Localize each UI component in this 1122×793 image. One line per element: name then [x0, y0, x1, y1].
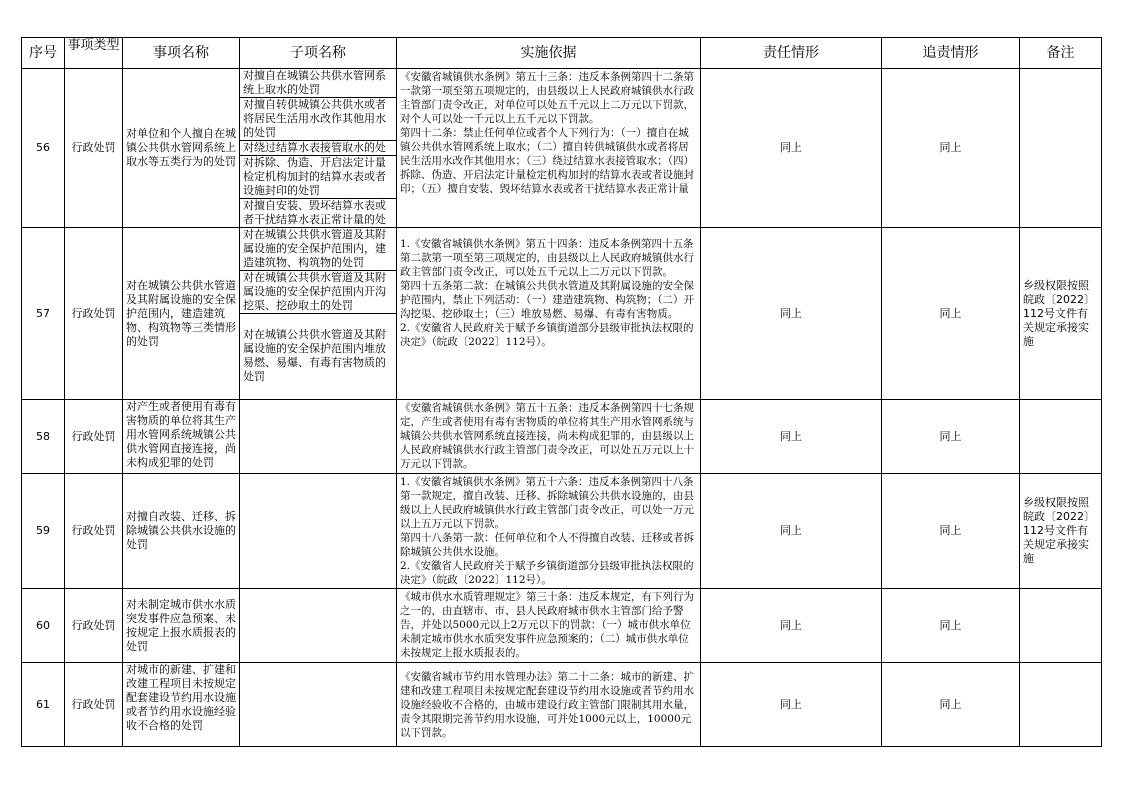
- note-text: 乡级权限按照皖政〔2022〕112号文件有关规定承接实施: [1023, 278, 1095, 348]
- matters-table: [21, 37, 1102, 747]
- cell-basis: [397, 589, 701, 663]
- cell-note: [1020, 474, 1102, 589]
- table-row: [22, 589, 1102, 663]
- sub-item: 对在城镇公共供水管道及其附属设施的安全保护范围内，建造建筑物、构筑物的处罚: [240, 228, 396, 271]
- cell-note: [1020, 69, 1102, 228]
- cell-pursue: 同上: [882, 663, 1020, 747]
- cell-basis: [397, 69, 701, 228]
- header-basis: 实施依据: [397, 38, 701, 69]
- cell-resp: 同上: [701, 69, 882, 228]
- cell-name: [123, 400, 240, 474]
- cell-type: 行政处罚: [65, 69, 123, 228]
- item-name: 对未制定城市供水水质突发事件应急预案、未按规定上报水质报表的处罚: [126, 597, 236, 653]
- cell-name: [123, 228, 240, 400]
- header-type-label: 事项类型: [67, 38, 120, 53]
- header-type: [65, 38, 123, 69]
- header-resp: 责任情形: [701, 38, 882, 69]
- cell-subs: [240, 228, 397, 400]
- header-seq: 序号: [22, 38, 65, 69]
- cell-pursue: 同上: [882, 474, 1020, 589]
- table-row: [22, 228, 1102, 400]
- cell-name: [123, 69, 240, 228]
- cell-pursue: 同上: [882, 400, 1020, 474]
- item-name: 对城市的新建、扩建和改建工程项目未按规定配套建设节约用水设施或者节约用水设施经验收不合格的处罚: [126, 663, 236, 732]
- cell-note: [1020, 589, 1102, 663]
- cell-subs: [240, 663, 397, 747]
- table-row: [22, 663, 1102, 747]
- cell-seq: 56: [22, 69, 65, 228]
- basis-text: 1.《安徽省城镇供水条例》第五十六条：违反本条例第四十八条第一款规定，擅自改装、迁移、拆除城镇公共供水设施的，由县级以上人民政府城镇供水行政主管部门责令改正，可以处一万元以上五万元以下罚款。 第四十八条第一款：任何单位和个人不得擅自改装、迁移或者拆除城镇公共供水设施。 2.《安徽省人民政府关于赋予乡镇街道部分县级审批执法权限的决定》（皖政〔2022〕112号）。: [400, 476, 694, 586]
- header-pursue: 追责情形: [882, 38, 1020, 69]
- header-sub: 子项名称: [240, 38, 397, 69]
- header-row: [22, 38, 1102, 69]
- cell-subs: [240, 474, 397, 589]
- cell-type: 行政处罚: [65, 400, 123, 474]
- table-row: [22, 69, 1102, 228]
- cell-note: [1020, 400, 1102, 474]
- cell-seq: 61: [22, 663, 65, 747]
- cell-type: 行政处罚: [65, 228, 123, 400]
- item-name: 对单位和个人擅自在城镇公共供水管网系统上取水等五类行为的处罚: [126, 127, 236, 168]
- cell-pursue: 同上: [882, 228, 1020, 400]
- cell-basis: [397, 474, 701, 589]
- cell-basis: [397, 400, 701, 474]
- cell-pursue: 同上: [882, 69, 1020, 228]
- cell-seq: 57: [22, 228, 65, 400]
- item-name: 对产生或者使用有毒有害物质的单位将其生产用水管网系统城镇公共供水管网直接连接，尚未构成犯罪的处罚: [126, 400, 236, 469]
- basis-text: 《安徽省城镇供水条例》第五十五条：违反本条例第四十七条规定，产生或者使用有毒有害物质的单位将其生产用水管网系统与城镇公共供水管网系统直接连接，尚未构成犯罪的，由县级以上人民政府城镇供水行政主管部门责令改正，可以处五万元以上十万元以下罚款。: [400, 402, 694, 470]
- header-note: 备注: [1020, 38, 1102, 69]
- cell-type: 行政处罚: [65, 589, 123, 663]
- basis-text: 《安徽省城市节约用水管理办法》第二十二条：城市的新建、扩建和改建工程项目未按规定配套建设节约用水设施或者节约用水设施经验收不合格的，由城市建设行政主管部门限制其用水量，责令其限期完善节约用水设施，可并处1000元以上，10000元以下罚款。: [400, 670, 694, 739]
- basis-text: 《安徽省城镇供水条例》第五十三条：违反本条例第四十二条第一款第一项至第五项规定的，由县级以上人民政府城镇供水行政主管部门责令改正，对单位可以处五千元以上二万元以下罚款，对个人可以处一千元以上五千元以下罚款。 第四十二条：禁止任何单位或者个人下列行为：（一）擅自在城镇公共供水管网系统上取水；（二）擅自转供城镇供水或者将居民生活用水改作其他用水；（三）绕过结算水表接管取水；（四）拆除、伪造、开启法定计量检定机构加封的结算水表或者设施封印；（五）擅自安装、毁坏结算水表或者干扰结算水表正常计量: [400, 71, 694, 195]
- cell-type: 行政处罚: [65, 474, 123, 589]
- note-text: 乡级权限按照皖政〔2022〕112号文件有关规定承接实施: [1023, 496, 1095, 565]
- cell-resp: 同上: [701, 400, 882, 474]
- cell-resp: 同上: [701, 589, 882, 663]
- cell-resp: 同上: [701, 228, 882, 400]
- cell-seq: 60: [22, 589, 65, 663]
- cell-subs: [240, 589, 397, 663]
- cell-name: [123, 663, 240, 747]
- cell-pursue: 同上: [882, 589, 1020, 663]
- sub-item: 对在城镇公共供水管道及其附属设施的安全保护范围内开沟挖渠、挖砂取土的处罚: [240, 271, 396, 314]
- cell-note: [1020, 663, 1102, 747]
- table-row: [22, 400, 1102, 474]
- cell-name: [123, 589, 240, 663]
- header-name: 事项名称: [123, 38, 240, 69]
- cell-type: 行政处罚: [65, 663, 123, 747]
- basis-text: 1.《安徽省城镇供水条例》第五十四条：违反本条例第四十五条第二款第一项至第三项规定的，由县级以上人民政府城镇供水行政主管部门责令改正，可以处五千元以上二万元以下罚款。 第四十五条第二款：在城镇公共供水管道及其附属设施的安全保护范围内，禁止下列活动：（一）建造建筑物、构筑物；（二）开沟挖渠、挖砂取土；（三）堆放易燃、易爆、有毒有害物质。 2.《安徽省人民政府关于赋予乡镇街道部分县级审批执法权限的决定》（皖政〔2022〕112号）。: [400, 237, 694, 348]
- cell-resp: 同上: [701, 663, 882, 747]
- cell-note: [1020, 228, 1102, 400]
- cell-basis: [397, 663, 701, 747]
- table-row: [22, 474, 1102, 589]
- cell-resp: 同上: [701, 474, 882, 589]
- sub-item: 对擅自转供城镇公共供水或者将居民生活用水改作其他用水的处罚: [240, 98, 396, 141]
- sub-item: 对擅自安装、毁坏结算水表或者干扰结算水表正常计量的处: [243, 199, 386, 226]
- cell-name: [123, 474, 240, 589]
- sub-item: 对绕过结算水表接管取水的处: [240, 141, 396, 156]
- sub-item: 对在城镇公共供水管道及其附属设施的安全保护范围内堆放易燃、易爆、有毒有害物质的处罚: [243, 328, 386, 383]
- basis-text: 《城市供水水质管理规定》第三十条：违反本规定，有下列行为之一的，由直辖市、市、县人民政府城市供水主管部门给予警告，并处以5000元以上2万元以下的罚款：（一）城市供水单位未制定城市供水水质突发事件应急预案的；（二）城市供水单位未按规定上报水质报表的。: [400, 591, 694, 659]
- cell-subs: [240, 69, 397, 228]
- cell-seq: 59: [22, 474, 65, 589]
- item-name: 对在城镇公共供水管道及其附属设施的安全保护范围内，建造建筑物、构筑物等三类情形的处罚: [126, 278, 236, 348]
- sub-item: 对拆除、伪造、开启法定计量检定机构加封的结算水表或者设施封印的处罚: [240, 156, 396, 199]
- sub-item: 对擅自在城镇公共供水管网系统上取水的处罚: [240, 69, 396, 98]
- cell-seq: 58: [22, 400, 65, 474]
- item-name: 对擅自改装、迁移、拆除城镇公共供水设施的处罚: [126, 510, 236, 551]
- cell-subs: [240, 400, 397, 474]
- cell-basis: [397, 228, 701, 400]
